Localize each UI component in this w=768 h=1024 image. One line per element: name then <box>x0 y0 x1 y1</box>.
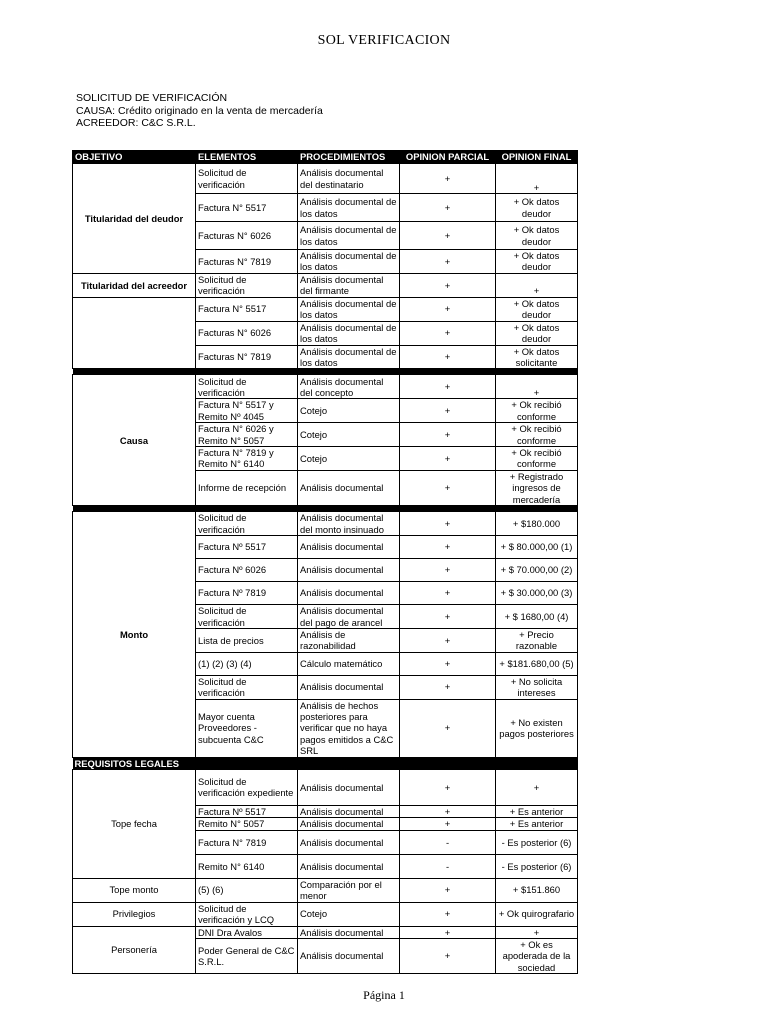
element-cell: Poder General de C&C S.R.L. <box>196 939 298 974</box>
final-opinion-cell: + Precio razonable <box>496 628 578 652</box>
final-opinion-cell: - Es posterior (6) <box>496 854 578 878</box>
header-procedimientos: PROCEDIMIENTOS <box>298 151 400 164</box>
objective-tope-fecha: Tope fecha <box>73 769 196 878</box>
header-line-cause: CAUSA: Crédito originado en la venta de mercadería <box>76 104 323 117</box>
final-opinion-cell: + <box>496 926 578 938</box>
element-cell: Factura N° 5517 <box>196 194 298 222</box>
element-cell: Solicitud de verificación y LCQ <box>196 902 298 926</box>
final-opinion-cell: + Ok datos deudor <box>496 321 578 345</box>
final-opinion-cell: + <box>496 164 578 194</box>
procedure-cell: Comparación por el menor <box>298 878 400 902</box>
element-cell: Factura Nº 7819 <box>196 582 298 605</box>
partial-opinion-cell: + <box>400 699 496 757</box>
table-row <box>73 902 578 926</box>
element-cell: (1) (2) (3) (4) <box>196 652 298 675</box>
final-opinion-cell: + Ok recibió conforme <box>496 447 578 471</box>
procedure-cell: Análisis documental <box>298 830 400 854</box>
table-row <box>73 512 578 536</box>
header-opinion-parcial: OPINION PARCIAL <box>400 151 496 164</box>
header-line-creditor: ACREEDOR: C&C S.R.L. <box>76 117 196 129</box>
table-row <box>73 926 578 938</box>
procedure-cell: Análisis documental <box>298 582 400 605</box>
partial-opinion-cell: + <box>400 818 496 830</box>
element-cell: Mayor cuenta Proveedores - subcuenta C&C <box>196 699 298 757</box>
objective-causa: Causa <box>73 375 196 506</box>
element-cell: Solicitud de verificación <box>196 512 298 536</box>
partial-opinion-cell: + <box>400 273 496 297</box>
final-opinion-cell: + Ok datos deudor <box>496 250 578 274</box>
table-row <box>73 164 578 194</box>
final-opinion-cell: + $181.680,00 (5) <box>496 652 578 675</box>
procedure-cell: Análisis documental de los datos <box>298 321 400 345</box>
partial-opinion-cell: - <box>400 830 496 854</box>
final-opinion-cell: + $151.860 <box>496 878 578 902</box>
element-cell: DNI Dra Avalos <box>196 926 298 938</box>
procedure-cell: Análisis documental <box>298 854 400 878</box>
section-header-row <box>73 757 578 769</box>
partial-opinion-cell: + <box>400 559 496 582</box>
objective-monto: Monto <box>73 512 196 757</box>
objective-empty-cell <box>73 297 196 369</box>
final-opinion-cell: + Registrado ingresos de mercadería <box>496 470 578 505</box>
element-cell: Informe de recepción <box>196 470 298 505</box>
partial-opinion-cell: + <box>400 926 496 938</box>
final-opinion-cell: + $ 70.000,00 (2) <box>496 559 578 582</box>
procedure-cell: Análisis documental <box>298 805 400 817</box>
partial-opinion-cell: + <box>400 536 496 559</box>
section-requisitos-legales: REQUISITOS LEGALES <box>73 757 578 769</box>
partial-opinion-cell: + <box>400 628 496 652</box>
element-cell: (5) (6) <box>196 878 298 902</box>
final-opinion-cell: + $ 30.000,00 (3) <box>496 582 578 605</box>
element-cell: Facturas N° 6026 <box>196 222 298 250</box>
procedure-cell: Cálculo matemático <box>298 652 400 675</box>
header-line-request: SOLICITUD DE VERIFICACIÓN <box>76 92 228 104</box>
element-cell: Factura N° 7819 y Remito N° 6140 <box>196 447 298 471</box>
partial-opinion-cell: + <box>400 652 496 675</box>
procedure-cell: Análisis documental <box>298 675 400 699</box>
element-cell: Factura N° 7819 <box>196 830 298 854</box>
procedure-cell: Análisis documental del monto insinuado <box>298 512 400 536</box>
element-cell: Solicitud de verificación <box>196 273 298 297</box>
final-opinion-cell: + $ 1680,00 (4) <box>496 605 578 629</box>
table-row <box>73 375 578 399</box>
procedure-cell: Análisis de razonabilidad <box>298 628 400 652</box>
final-opinion-cell: + Ok recibió conforme <box>496 423 578 447</box>
procedure-cell: Análisis documental <box>298 536 400 559</box>
partial-opinion-cell: + <box>400 375 496 399</box>
partial-opinion-cell: + <box>400 194 496 222</box>
element-cell: Lista de precios <box>196 628 298 652</box>
element-cell: Solicitud de verificación expediente <box>196 769 298 805</box>
procedure-cell: Análisis documental <box>298 939 400 974</box>
final-opinion-cell: - Es posterior (6) <box>496 830 578 854</box>
objective-privilegios: Privilegios <box>73 902 196 926</box>
partial-opinion-cell: + <box>400 447 496 471</box>
final-opinion-cell: + No solicita intereses <box>496 675 578 699</box>
procedure-cell: Cotejo <box>298 423 400 447</box>
objective-tope-monto: Tope monto <box>73 878 196 902</box>
page-number: Página 1 <box>363 988 405 1002</box>
partial-opinion-cell: + <box>400 605 496 629</box>
procedure-cell: Análisis documental de los datos <box>298 250 400 274</box>
final-opinion-cell: + Ok quirografario <box>496 902 578 926</box>
partial-opinion-cell: + <box>400 222 496 250</box>
partial-opinion-cell: + <box>400 878 496 902</box>
procedure-cell: Análisis documental de los datos <box>298 194 400 222</box>
table-row <box>73 769 578 805</box>
final-opinion-cell: + Ok datos deudor <box>496 194 578 222</box>
element-cell: Solicitud de verificación <box>196 675 298 699</box>
procedure-cell: Análisis documental del concepto <box>298 375 400 399</box>
partial-opinion-cell: + <box>400 769 496 805</box>
table-row <box>73 297 578 321</box>
procedure-cell: Análisis documental <box>298 559 400 582</box>
procedure-cell: Análisis documental <box>298 818 400 830</box>
procedure-cell: Análisis documental de los datos <box>298 222 400 250</box>
partial-opinion-cell: + <box>400 675 496 699</box>
procedure-cell: Análisis documental de los datos <box>298 345 400 369</box>
element-cell: Factura Nº 6026 <box>196 559 298 582</box>
element-cell: Facturas N° 7819 <box>196 345 298 369</box>
final-opinion-cell: + <box>496 273 578 297</box>
partial-opinion-cell: + <box>400 902 496 926</box>
partial-opinion-cell: + <box>400 321 496 345</box>
procedure-cell: Análisis documental <box>298 470 400 505</box>
procedure-cell: Cotejo <box>298 399 400 423</box>
procedure-cell: Análisis documental del pago de arancel <box>298 605 400 629</box>
procedure-cell: Análisis documental de los datos <box>298 297 400 321</box>
element-cell: Factura N° 5517 <box>196 297 298 321</box>
final-opinion-cell: + Ok datos deudor <box>496 297 578 321</box>
element-cell: Factura Nº 5517 <box>196 536 298 559</box>
procedure-cell: Análisis documental del destinatario <box>298 164 400 194</box>
final-opinion-cell: + Ok datos solicitante <box>496 345 578 369</box>
procedure-cell: Análisis documental del firmante <box>298 273 400 297</box>
final-opinion-cell: + No existen pagos posteriores <box>496 699 578 757</box>
procedure-cell: Análisis documental <box>298 926 400 938</box>
header-opinion-final: OPINION FINAL <box>496 151 578 164</box>
procedure-cell: Cotejo <box>298 902 400 926</box>
partial-opinion-cell: + <box>400 512 496 536</box>
objective-personeria: Personería <box>73 926 196 974</box>
procedure-cell: Análisis documental <box>298 769 400 805</box>
element-cell: Factura Nº 5517 <box>196 805 298 817</box>
partial-opinion-cell: + <box>400 297 496 321</box>
final-opinion-cell: + $180.000 <box>496 512 578 536</box>
header-elementos: ELEMENTOS <box>196 151 298 164</box>
partial-opinion-cell: + <box>400 345 496 369</box>
request-header <box>76 92 323 130</box>
element-cell: Factura N° 5517 y Remito Nº 4045 <box>196 399 298 423</box>
partial-opinion-cell: + <box>400 582 496 605</box>
element-cell: Solicitud de verificación <box>196 164 298 194</box>
procedure-cell: Análisis de hechos posteriores para verificar que no haya pagos emitidos a C&C SRL <box>298 699 400 757</box>
objective-titularidad-acreedor: Titularidad del acreedor <box>73 273 196 297</box>
verification-table <box>72 150 578 974</box>
element-cell: Facturas N° 7819 <box>196 250 298 274</box>
partial-opinion-cell: + <box>400 164 496 194</box>
element-cell: Facturas N° 6026 <box>196 321 298 345</box>
element-cell: Remito N° 5057 <box>196 818 298 830</box>
document-title: SOL VERIFICACION <box>317 33 451 48</box>
partial-opinion-cell: + <box>400 399 496 423</box>
final-opinion-cell: + Ok es apoderada de la sociedad <box>496 939 578 974</box>
element-cell: Remito N° 6140 <box>196 854 298 878</box>
partial-opinion-cell: + <box>400 423 496 447</box>
element-cell: Factura N° 6026 y Remito N° 5057 <box>196 423 298 447</box>
table-row <box>73 273 578 297</box>
final-opinion-cell: + Es anterior <box>496 818 578 830</box>
final-opinion-cell: + <box>496 769 578 805</box>
partial-opinion-cell: - <box>400 854 496 878</box>
final-opinion-cell: + <box>496 375 578 399</box>
objective-titularidad-deudor: Titularidad del deudor <box>73 164 196 274</box>
final-opinion-cell: + Es anterior <box>496 805 578 817</box>
partial-opinion-cell: + <box>400 805 496 817</box>
final-opinion-cell: + $ 80.000,00 (1) <box>496 536 578 559</box>
partial-opinion-cell: + <box>400 250 496 274</box>
procedure-cell: Cotejo <box>298 447 400 471</box>
final-opinion-cell: + Ok datos deudor <box>496 222 578 250</box>
table-row <box>73 878 578 902</box>
header-objetivo: OBJETIVO <box>73 151 196 164</box>
final-opinion-cell: + Ok recibió conforme <box>496 399 578 423</box>
element-cell: Solicitud de verificación <box>196 605 298 629</box>
partial-opinion-cell: + <box>400 939 496 974</box>
table-header-row <box>73 151 578 164</box>
element-cell: Solicitud de verificación <box>196 375 298 399</box>
partial-opinion-cell: + <box>400 470 496 505</box>
